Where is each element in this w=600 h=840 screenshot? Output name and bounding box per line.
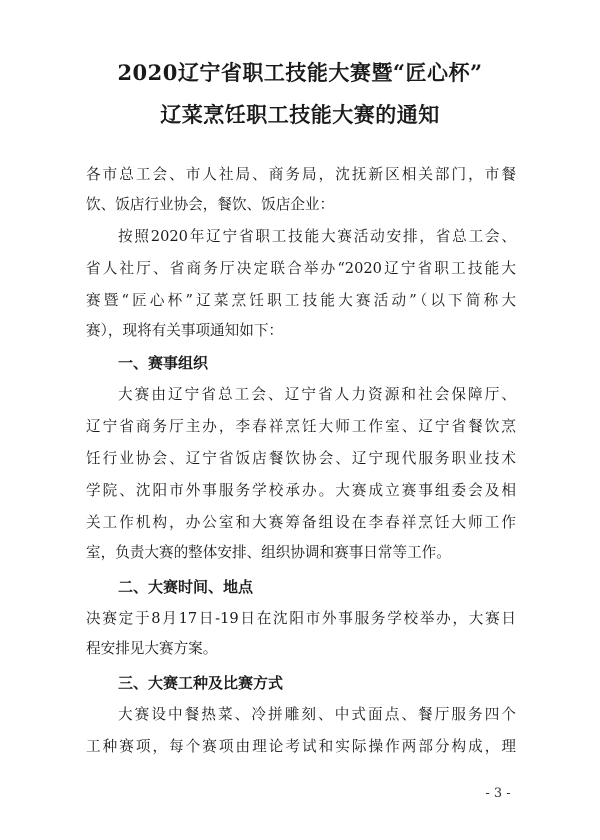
section-line: 饪行业协会、辽宁省饭店餐饮协会、辽宁现代服务职业技术 — [86, 450, 516, 467]
section-line: 工种赛项，每个赛项由理论考试和实际操作两部分构成，理 — [86, 738, 516, 755]
page-number: - 3 - — [485, 786, 511, 801]
intro-line: 赛暨“匠心杯”辽菜烹饪职工技能大赛活动”（以下简称大 — [86, 292, 516, 309]
section-line: 辽宁省商务厅主办，李春祥烹饪大师工作室、辽宁省餐饮烹 — [86, 418, 516, 435]
intro-line: 赛），现将有关事项通知如下： — [86, 322, 284, 339]
section-line: 大赛由辽宁省总工会、辽宁省人力资源和社会保障厅、 — [118, 386, 516, 403]
intro-line: 省人社厅、省商务厅决定联合举办“2020辽宁省职工技能大 — [86, 260, 516, 277]
section-line: 学院、沈阳市外事服务学校承办。大赛成立赛事组委会及相 — [86, 482, 516, 499]
section-heading: 一、赛事组织 — [118, 354, 209, 372]
intro-line: 按照2020年辽宁省职工技能大赛活动安排，省总工会、 — [118, 228, 516, 245]
salutation-line: 各市总工会、市人社局、商务局，沈抚新区相关部门，市餐 — [86, 166, 516, 183]
section-heading: 三、大赛工种及比赛方式 — [118, 674, 284, 692]
salutation-line: 饮、饭店行业协会，餐饮、饭店企业： — [86, 196, 335, 213]
section-line: 大赛设中餐热菜、冷拼雕刻、中式面点、餐厅服务四个 — [118, 706, 516, 723]
section-line: 关工作机构，办公室和大赛筹备组设在李春祥烹饪大师工作 — [86, 514, 516, 531]
section-line: 程安排见大赛方案。 — [86, 640, 218, 657]
section-line: 决赛定于8月17日-19日在沈阳市外事服务学校举办，大赛日 — [86, 610, 516, 627]
title-line-1: 2020辽宁省职工技能大赛暨“匠心杯” — [117, 60, 483, 85]
section-line: 室，负责大赛的整体安排、组织协调和赛事日常等工作。 — [86, 544, 451, 561]
section-heading: 二、大赛时间、地点 — [118, 578, 254, 596]
title-line-2: 辽菜烹饪职工技能大赛的通知 — [160, 102, 440, 127]
